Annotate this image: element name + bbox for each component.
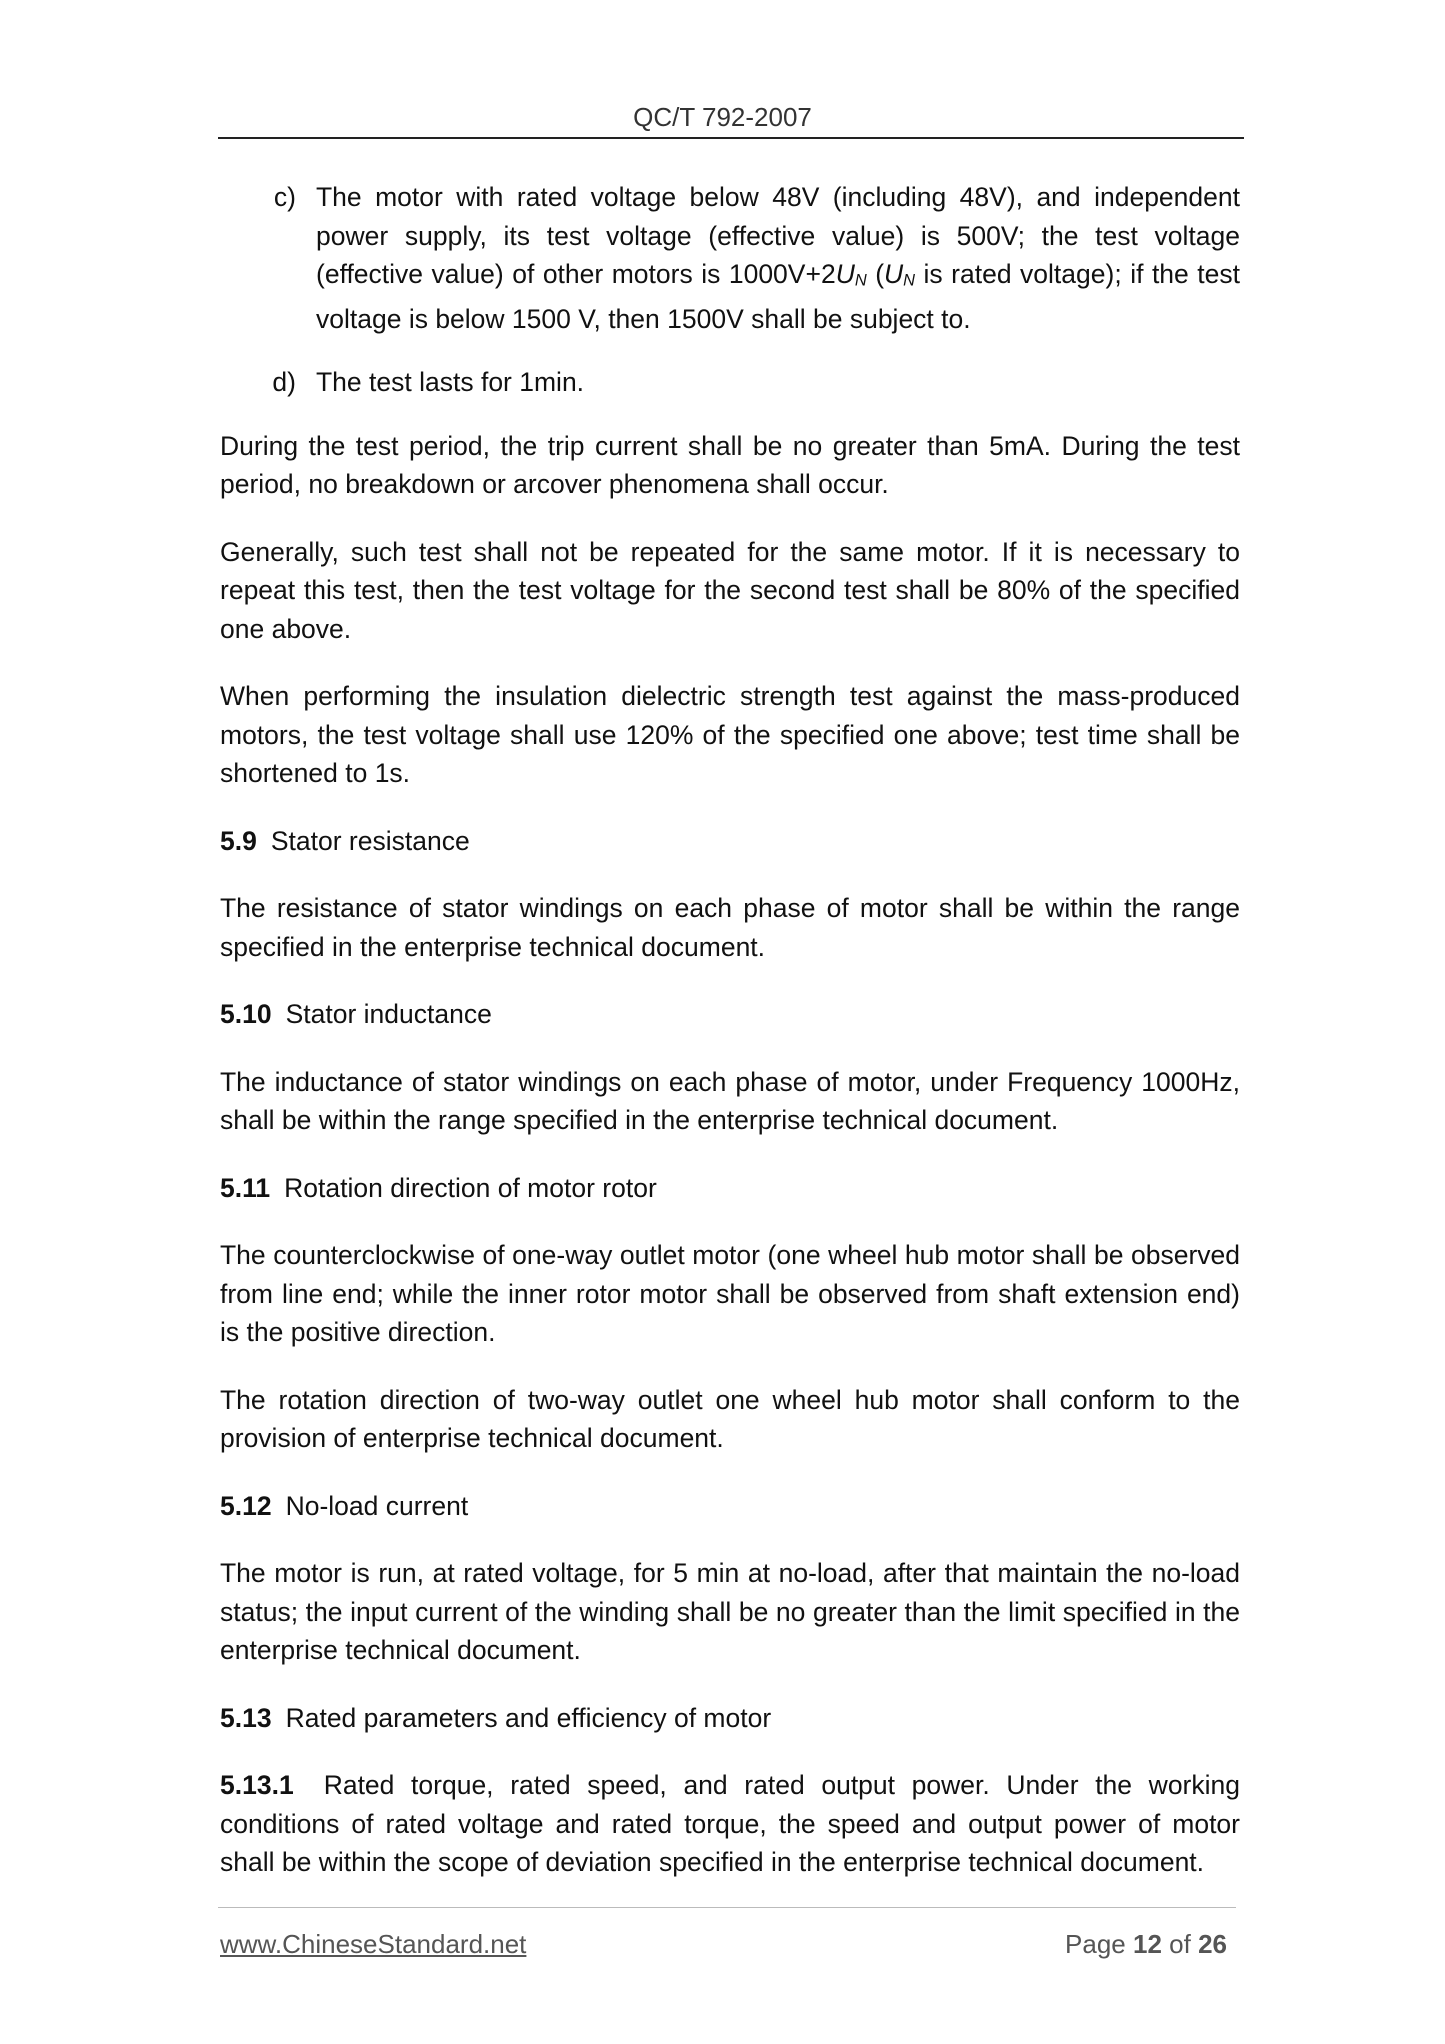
section-number: 5.13 — [220, 1702, 272, 1733]
header-divider — [218, 137, 1244, 139]
paragraph: The motor is run, at rated voltage, for 5 min at no-load, after that maintain the no-load status; the input current of the winding shall be no greater than the limit specified in the enterprise technical document. — [220, 1558, 1240, 1666]
section-number: 5.11 — [220, 1172, 271, 1203]
page-word: Page — [1065, 1929, 1126, 1959]
section-title: Stator resistance — [270, 825, 470, 856]
voltage-symbol: $U_N$ — [884, 259, 916, 290]
subsection-5-13-1 — [220, 1766, 1240, 1882]
footer-divider — [218, 1907, 1236, 1908]
paragraph: The counterclockwise of one-way outlet motor (one wheel hub motor shall be observed from line end; while the inner rotor motor shall be observed from shaft extension end) is the positive direction. — [220, 1240, 1240, 1348]
section-heading-5-12 — [220, 1487, 1240, 1526]
section-heading-5-11 — [220, 1169, 1240, 1208]
list-item-d — [220, 363, 1240, 402]
list-label: c) — [273, 182, 296, 212]
paragraph: The resistance of stator windings on each phase of motor shall be within the range specified in the enterprise technical document. — [220, 893, 1240, 962]
of-word: of — [1169, 1929, 1191, 1959]
list-item-c — [220, 178, 1240, 338]
section-number: 5.12 — [220, 1490, 272, 1521]
list-text-part: ( — [866, 259, 885, 289]
paragraph: During the test period, the trip current shall be no greater than 5mA. During the test period, no breakdown or arcover phenomena shall occur. — [220, 430, 1240, 500]
section-heading-5-9 — [220, 822, 1240, 861]
section-title: Stator inductance — [285, 999, 492, 1030]
paragraph: When performing the insulation dielectric strength test against the mass-produced motors, the test voltage shall use 120% of the specified one above; test time shall be shortened to 1s. — [220, 681, 1240, 789]
section-heading-5-10 — [220, 995, 1240, 1034]
list-text-part: The motor with rated voltage below 48V (including 48V), and independent power supply, its test voltage (effective value) is 500V; the test voltage (effective value) of other motors is 1000V+2 — [316, 182, 1240, 289]
current-page: 12 — [1133, 1929, 1162, 1959]
section-title: Rated parameters and efficiency of motor — [285, 1702, 772, 1733]
list-label: d) — [272, 367, 296, 398]
list-text-part: is rated voltage); if the test voltage is below 1500 V, then 1500V shall be subject to. — [316, 259, 1241, 334]
section-title: Rotation direction of motor rotor — [284, 1172, 657, 1203]
paragraph: Generally, such test shall not be repeated for the same motor. If it is necessary to repeat this test, then the test voltage for the second test shall be 80% of the specified one above. — [220, 536, 1240, 644]
section-number: 5.10 — [220, 999, 272, 1030]
total-pages: 26 — [1198, 1929, 1227, 1959]
website-link[interactable]: www.ChineseStandard.net — [220, 1929, 527, 1959]
page-number — [1065, 1929, 1227, 1960]
section-title: No-load current — [285, 1490, 469, 1521]
voltage-symbol: $U_N$ — [835, 259, 867, 290]
paragraph: The inductance of stator windings on each phase of motor, under Frequency 1000Hz, shall be within the range specified in the enterprise technical document. — [220, 1066, 1240, 1136]
section-number: 5.9 — [220, 825, 257, 856]
subsection-number: 5.13.1 — [220, 1770, 294, 1801]
section-heading-5-13 — [220, 1699, 1240, 1738]
document-body — [220, 178, 1240, 1911]
document-header-title: QC/T 792-2007 — [633, 102, 812, 132]
subsection-text: Rated torque, rated speed, and rated output power. Under the working conditions of rated voltage and rated torque, the speed and output power of motor shall be within the scope of deviation specified in the enterprise technical document. — [220, 1770, 1240, 1878]
paragraph: The rotation direction of two-way outlet one wheel hub motor shall conform to the provision of enterprise technical document. — [220, 1384, 1240, 1454]
list-text — [316, 178, 1240, 338]
list-text: The test lasts for 1min. — [316, 367, 585, 398]
